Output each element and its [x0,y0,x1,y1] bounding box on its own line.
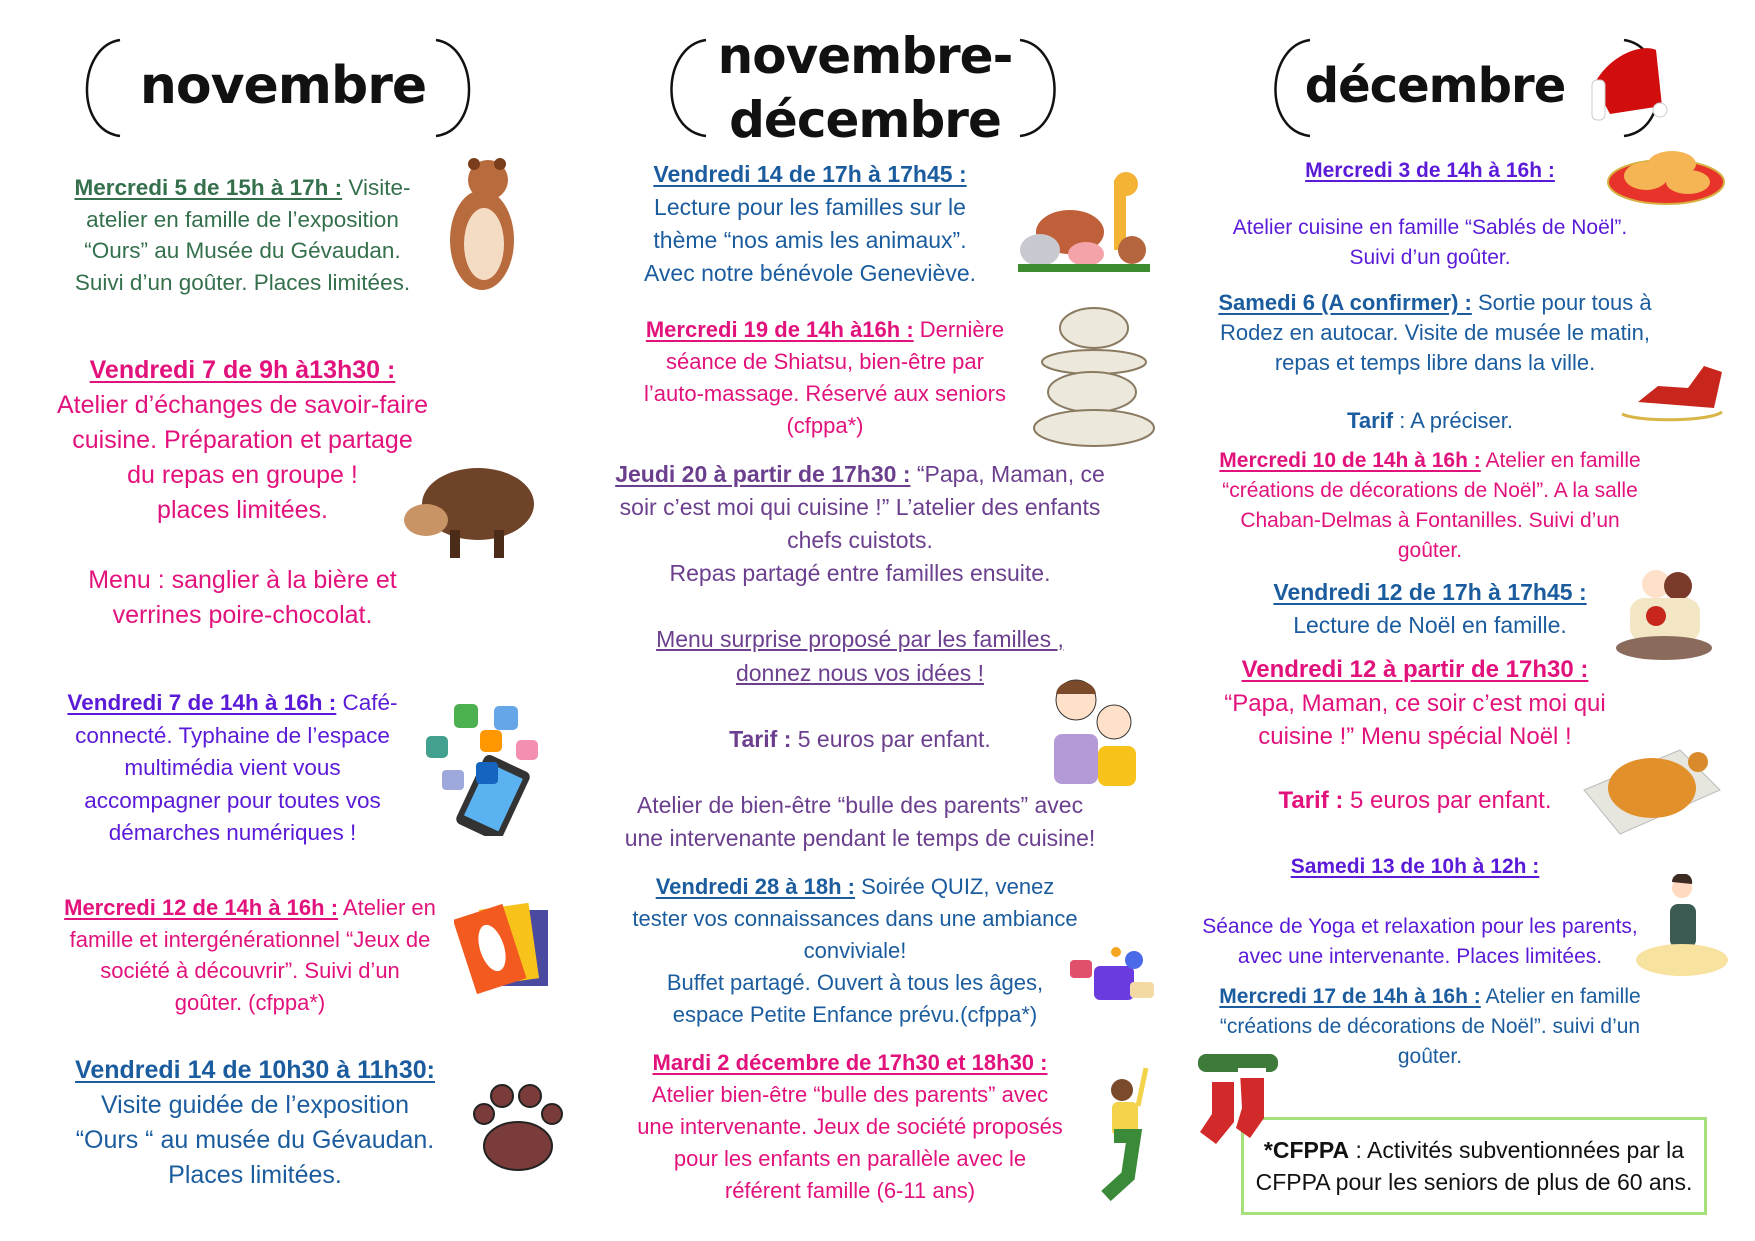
event-date-heading: Samedi 6 (A confirmer) : [1218,290,1472,315]
event-text-line: “Ours “ au musée du Gévaudan. [75,1126,435,1154]
event-text-line: chefs cuistots. [787,527,933,553]
sleigh-icon [1618,362,1724,424]
tarif-value: 5 euros par enfant. [1343,787,1552,814]
event-text-line: Atelier en [338,895,436,920]
event-date-heading: Mercredi 12 de 14h à 16h : [64,895,339,920]
event-text-line: pour les enfants en parallèle avec le [673,1146,1027,1171]
event-text-line: verrines poire-chocolat. [112,601,373,629]
event-text-line: donnez nous vos idées ! [735,660,985,686]
event-text-line: Rodez en autocar. Visite de musée le matin, [1219,320,1651,345]
event-nov-19 [615,314,1035,442]
header-line-1: novembre- [717,27,1013,85]
event-text-line: démarches numériques ! [108,820,357,846]
event-text-line: goûter. [1397,539,1463,562]
event-text-line: soir c’est moi qui cuisine !” L’atelier des enfants [619,494,1101,520]
event-text-line: atelier en famille de l’exposition [86,206,399,232]
event-text-line: “Papa, Maman, ce soir c’est moi qui [1224,689,1606,717]
event-text-line: Places limitées. [168,1161,342,1189]
tarif-dec-6 [1175,406,1685,436]
event-dec-12-cooking [1175,653,1655,754]
event-dec-13-desc [1180,912,1660,972]
event-date-heading: Mercredi 5 de 15h à 17h : [74,175,343,200]
event-dec-10 [1190,446,1670,566]
event-text-line: Dernière [913,317,1005,342]
event-text-line: Soirée QUIZ, venez [855,874,1055,899]
event-text-line: Sortie pour tous à [1471,290,1652,315]
event-text-line: thème “nos amis les animaux”. [653,227,967,253]
event-date-heading: Vendredi 12 à partir de 17h30 : [1241,656,1589,683]
tarif-value: 5 euros par enfant. [791,726,991,752]
event-text-line: Atelier de bien-être “bulle des parents” avec [636,792,1084,818]
event-text-line: Menu surprise proposé par les familles , [656,626,1064,652]
quiz-bubbles-icon [1068,946,1156,1006]
event-text-line: Atelier bien-être “bulle des parents” avec [651,1082,1049,1107]
event-dec-12-reading [1175,576,1685,642]
event-nov-7-morning [35,353,450,633]
children-cooking-icon [1036,672,1148,788]
roast-turkey-icon [1580,740,1722,836]
event-nov-14-reading [615,158,1005,290]
event-text-line: goûter. (cfppa*) [174,989,326,1015]
event-text-line: Menu : sanglier à la bière et [88,566,397,594]
event-text-line: Visite- [342,175,411,200]
tarif-label: Tarif : [1278,787,1344,814]
cookies-plate-icon [1606,148,1726,206]
event-text-line: du repas en groupe ! [127,461,358,489]
event-text-line: tester vos connaissances dans une ambiance [632,906,1078,931]
event-text-line: connecté. Typhaine de l’espace [75,722,390,748]
event-date-heading: Mercredi 3 de 14h à 16h : [1305,159,1555,182]
event-text-line: Lecture pour les familles sur le [654,194,966,220]
event-nov-20 [590,458,1130,590]
event-dec-2 [610,1047,1090,1207]
event-text-line: multimédia vient vous [124,755,341,781]
event-dec-6 [1195,288,1675,378]
event-nov-28 [605,871,1105,1031]
event-text-line: séance de Shiatsu, bien-être par [666,349,984,374]
event-text-line: “créations de décorations de Noël”. suivi d’un [1219,1015,1641,1038]
event-text-line: Suivi d’un goûter. Places limitées. [74,269,411,295]
event-date-heading: Jeudi 20 à partir de 17h30 : [615,461,911,487]
event-dec-3-desc [1175,213,1685,273]
event-text-line: Atelier en famille [1480,985,1641,1008]
bear-illustration-icon [444,152,520,292]
event-text-line: “créations de décorations de Noël”. A la salle [1222,479,1638,502]
event-text-line: goûter. [1397,1045,1463,1068]
event-text-line: Atelier d’échanges de savoir-faire [56,391,429,419]
event-text-line: cuisine !” Menu spécial Noël ! [1258,723,1572,750]
event-text-line: “Papa, Maman, ce [910,461,1105,487]
boar-illustration-icon [398,452,540,564]
event-text-line: une intervenante. Jeux de société proposés [637,1114,1063,1139]
event-text-line: famille et intergénérationnel “Jeux de [69,926,431,952]
event-nov-5 [45,172,440,298]
christmas-stockings-icon [1194,1048,1284,1152]
event-text-line: Atelier cuisine en famille “Sablés de Noël”. [1232,216,1628,239]
tarif-label: Tarif [1347,408,1400,433]
event-text-line: Avec notre bénévole Geneviève. [643,260,977,286]
cfppa-text: : Activités subventionnées par la CFPPA pour les seniors de plus de 60 ans. [1255,1137,1693,1195]
playing-cards-icon [454,900,554,996]
cfppa-footnote-box [1241,1117,1707,1215]
event-text-line: repas et temps libre dans la ville. [1274,350,1596,375]
event-date-heading: Mercredi 19 de 14h à16h : [645,317,914,342]
event-text-line: conviviale! [803,938,907,963]
event-date-heading: Samedi 13 de 10h à 12h : [1290,855,1540,878]
event-date-heading: Vendredi 14 de 10h30 à 11h30: [75,1056,435,1084]
event-text-line: société à découvrir”. Suivi d’un [100,958,400,983]
event-text-line: accompagner pour toutes vos [84,787,381,813]
event-text-line: Buffet partagé. Ouvert à tous les âges, [666,970,1044,995]
santa-hat-icon [1588,44,1668,124]
event-text-line: Suivi d’un goûter. [1349,246,1511,269]
event-date-heading: Mercredi 10 de 14h à 16h : [1219,449,1481,472]
event-date-heading: Mercredi 17 de 14h à 16h : [1219,985,1481,1008]
event-text-line [35,528,450,563]
event-text-line: places limitées. [157,496,328,524]
event-text-line: Chaban-Delmas à Fontanilles. Suivi d’un [1240,509,1620,532]
event-date-heading: Vendredi 12 de 17h à 17h45 : [1273,579,1587,605]
event-text-line: avec une intervenante. Places limitées. [1237,945,1603,968]
event-dec-13 [1175,852,1655,882]
event-text-line: Atelier en famille [1480,449,1641,472]
event-text-line: référent famille (6-11 ans) [724,1178,976,1203]
yoga-woman-icon [1632,874,1730,990]
event-date-heading: Vendredi 14 de 17h à 17h45 : [653,161,967,187]
header-line-2: décembre [729,91,1001,149]
zen-stones-icon [1030,306,1156,448]
event-text-line: Séance de Yoga et relaxation pour les parents, [1202,915,1638,938]
event-date-heading: Vendredi 7 de 9h à13h30 : [89,356,396,384]
cfppa-label: *CFPPA [1263,1137,1350,1163]
tarif-value: : A préciser. [1399,408,1513,433]
header-novembre: novembre [139,56,427,116]
event-text-line: espace Petite Enfance prévu.(cfppa*) [672,1002,1038,1027]
animals-illustration-icon [1014,170,1154,274]
header-decembre: décembre [1304,58,1566,114]
event-text-line: cuisine. Préparation et partage [72,426,413,454]
digital-apps-phone-icon [424,700,540,836]
dancing-woman-icon [1084,1066,1152,1214]
event-text-line: Café- [336,690,398,715]
header-novembre-decembre [700,24,1030,152]
event-nov-12 [40,892,460,1018]
event-nov-7-afternoon [45,687,420,850]
event-text-line: une intervenante pendant le temps de cuisine! [624,825,1096,851]
event-text-line: “Ours” au Musée du Gévaudan. [84,238,401,263]
event-date-heading: Mardi 2 décembre de 17h30 et 18h30 : [652,1050,1048,1075]
event-text-line: Visite guidée de l’exposition [100,1091,410,1119]
event-text-line: Repas partagé entre familles ensuite. [669,560,1051,586]
event-text-line: l’auto-massage. Réservé aux seniors [644,381,1006,406]
bear-paw-icon [466,1066,570,1178]
event-date-heading: Vendredi 7 de 14h à 16h : [67,690,337,715]
bulle-parents-note [590,789,1130,855]
family-reading-icon [1612,562,1716,662]
tarif-label: Tarif : [729,726,792,752]
event-text-line: Lecture de Noël en famille. [1293,612,1567,638]
event-nov-14 [55,1053,455,1193]
event-text-line: (cfppa*) [786,413,864,438]
event-date-heading: Vendredi 28 à 18h : [655,874,855,899]
